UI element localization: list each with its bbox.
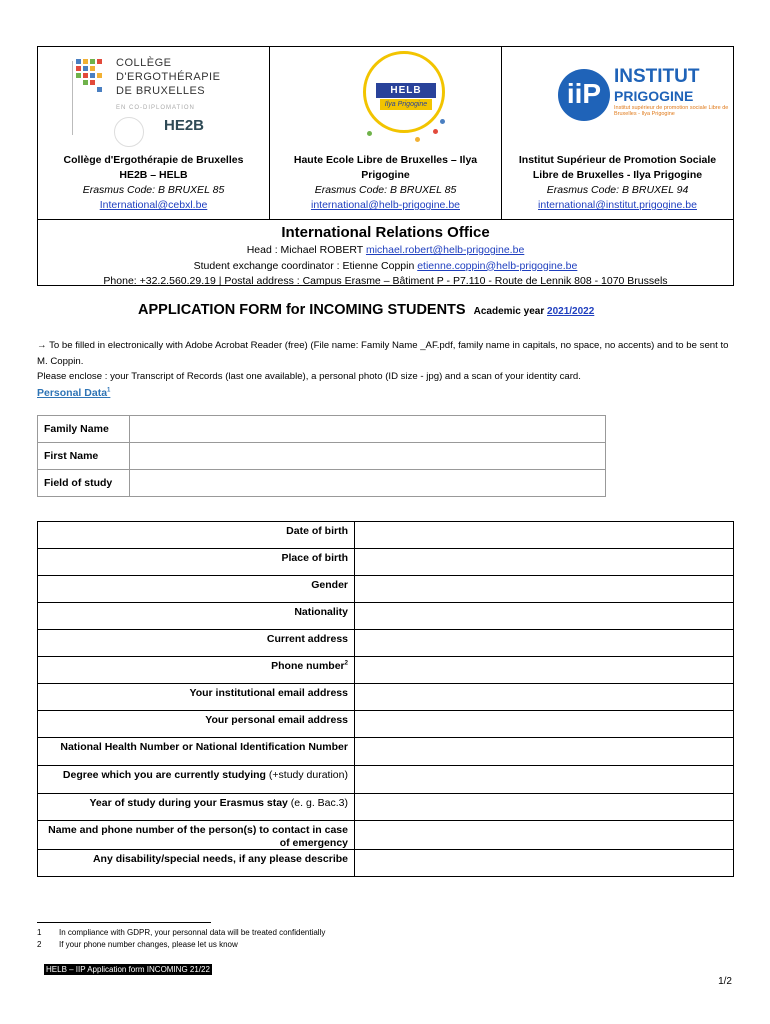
institution-name: Prigogine xyxy=(361,169,410,181)
family-name-label: Family Name xyxy=(38,416,130,443)
nationality-label: Nationality xyxy=(38,603,355,630)
helb-badge-icon xyxy=(114,117,144,147)
first-name-field[interactable] xyxy=(130,443,606,470)
erasmus-year-label: Year of study during your Erasmus stay (e. g. Bac.3) xyxy=(38,794,355,821)
personal-details-table xyxy=(37,521,734,877)
institution-name: Institut Supérieur de Promotion Sociale xyxy=(518,154,717,166)
place-of-birth-label: Place of birth xyxy=(38,549,355,576)
institution-email-link[interactable]: international@institut.prigogine.be xyxy=(538,199,697,211)
institution-name: HE2B – HELB xyxy=(119,169,188,181)
he2b-logo: HE2B xyxy=(164,117,205,134)
institution-name: Libre de Bruxelles - Ilya Prigogine xyxy=(532,169,703,181)
family-name-field[interactable] xyxy=(130,416,606,443)
erasmus-code: Erasmus Code: B BRUXEL 85 xyxy=(314,184,457,196)
institution-name: Haute Ecole Libre de Bruxelles – Ilya xyxy=(293,154,478,166)
office-contact: Phone: +32.2.560.29.19 | Postal address : Campus Erasme – Bâtiment P - P7.110 - Route de Lennik 808 - 1070 Brussels xyxy=(103,275,668,287)
cebxl-logo: COLLÈGE D'ERGOTHÉRAPIE DE BRUXELLES EN CO-DIPLOMATION HE2B xyxy=(38,47,269,151)
field-of-study-label: Field of study xyxy=(38,470,130,497)
first-name-label: First Name xyxy=(38,443,130,470)
instruction-line: → To be filled in electronically with Adobe Acrobat Reader (free) (File name: Family Name _AF.pdf, family name in capitals, no space, no accents) and to be sent to M. Coppin. xyxy=(37,340,729,367)
current-address-field[interactable] xyxy=(355,630,734,657)
instruction-line: Please enclose : your Transcript of Records (last one available), a personal photo (ID size - jpg) and a scan of your identity card. xyxy=(37,371,581,382)
special-needs-field[interactable] xyxy=(355,850,734,877)
office-coordinator: Student exchange coordinator : Etienne Coppin etienne.coppin@helb-prigogine.be xyxy=(193,259,578,272)
field-of-study-field[interactable] xyxy=(130,470,606,497)
current-degree-field[interactable] xyxy=(355,766,734,794)
date-of-birth-field[interactable] xyxy=(355,522,734,549)
institution-email-link[interactable]: International@cebxl.be xyxy=(99,199,208,211)
phone-number-field[interactable] xyxy=(355,657,734,684)
name-fields-table xyxy=(37,415,606,497)
head-email-link[interactable]: michael.robert@helb-prigogine.be xyxy=(365,244,525,256)
cebxl-squares-icon xyxy=(76,59,106,99)
institution-email-link[interactable]: international@helb-prigogine.be xyxy=(310,199,460,211)
gender-label: Gender xyxy=(38,576,355,603)
current-degree-label: Degree which you are currently studying (+study duration) xyxy=(38,766,355,794)
footnote: 1 In compliance with GDPR, your personnal data will be treated confidentially xyxy=(37,928,326,937)
footnote: 2 If your phone number changes, please let us know xyxy=(37,940,238,949)
institution-name: Collège d'Ergothérapie de Bruxelles xyxy=(63,154,244,166)
nationality-field[interactable] xyxy=(355,603,734,630)
national-id-label: National Health Number or National Identification Number xyxy=(38,738,355,766)
institutional-email-label: Your institutional email address xyxy=(38,684,355,711)
special-needs-label: Any disability/special needs, if any please describe xyxy=(38,850,355,877)
emergency-contact-field[interactable] xyxy=(355,821,734,850)
institution-helb xyxy=(270,47,502,219)
international-relations-office xyxy=(38,219,733,287)
institution-iip xyxy=(502,47,733,219)
national-id-field[interactable] xyxy=(355,738,734,766)
personal-data-heading: Personal Data$^1$ xyxy=(37,387,111,399)
date-of-birth-label: Date of birth xyxy=(38,522,355,549)
personal-email-label: Your personal email address xyxy=(38,711,355,738)
erasmus-code: Erasmus Code: B BRUXEL 85 xyxy=(82,184,225,196)
footer-label: HELB – IIP Application form INCOMING 21/22 xyxy=(46,965,210,974)
academic-year: Academic year 2021/2022 xyxy=(473,306,595,317)
iip-logo: iiP INSTITUT PRIGOGINE Institut supérieur de promotion sociale Libre de Bruxelles - Ilya Prigogine xyxy=(502,47,733,151)
page-number: 1/2 xyxy=(718,976,732,987)
helb-logo: HELB Ilya Prigogine xyxy=(270,47,501,151)
place-of-birth-field[interactable] xyxy=(355,549,734,576)
office-title: International Relations Office xyxy=(281,224,490,241)
form-title: APPLICATION FORM for INCOMING STUDENTS Academic year 2021/2022 xyxy=(138,302,595,318)
personal-email-field[interactable] xyxy=(355,711,734,738)
form-instructions xyxy=(37,338,737,385)
phone-number-label: Phone number$^2$ xyxy=(38,657,355,684)
current-address-label: Current address xyxy=(38,630,355,657)
coordinator-email-link[interactable]: etienne.coppin@helb-prigogine.be xyxy=(417,259,578,272)
iip-mark-icon: iiP xyxy=(558,69,610,121)
emergency-contact-label: Name and phone number of the person(s) to contact in case of emergency xyxy=(38,821,355,850)
footnote-separator xyxy=(37,922,211,923)
office-head: Head : Michael ROBERT michael.robert@helb-prigogine.be xyxy=(246,244,525,256)
gender-field[interactable] xyxy=(355,576,734,603)
erasmus-year-field[interactable] xyxy=(355,794,734,821)
erasmus-code: Erasmus Code: B BRUXEL 94 xyxy=(546,184,689,196)
institution-cebxl xyxy=(38,47,270,219)
institutional-email-field[interactable] xyxy=(355,684,734,711)
institutions-header xyxy=(37,46,734,286)
